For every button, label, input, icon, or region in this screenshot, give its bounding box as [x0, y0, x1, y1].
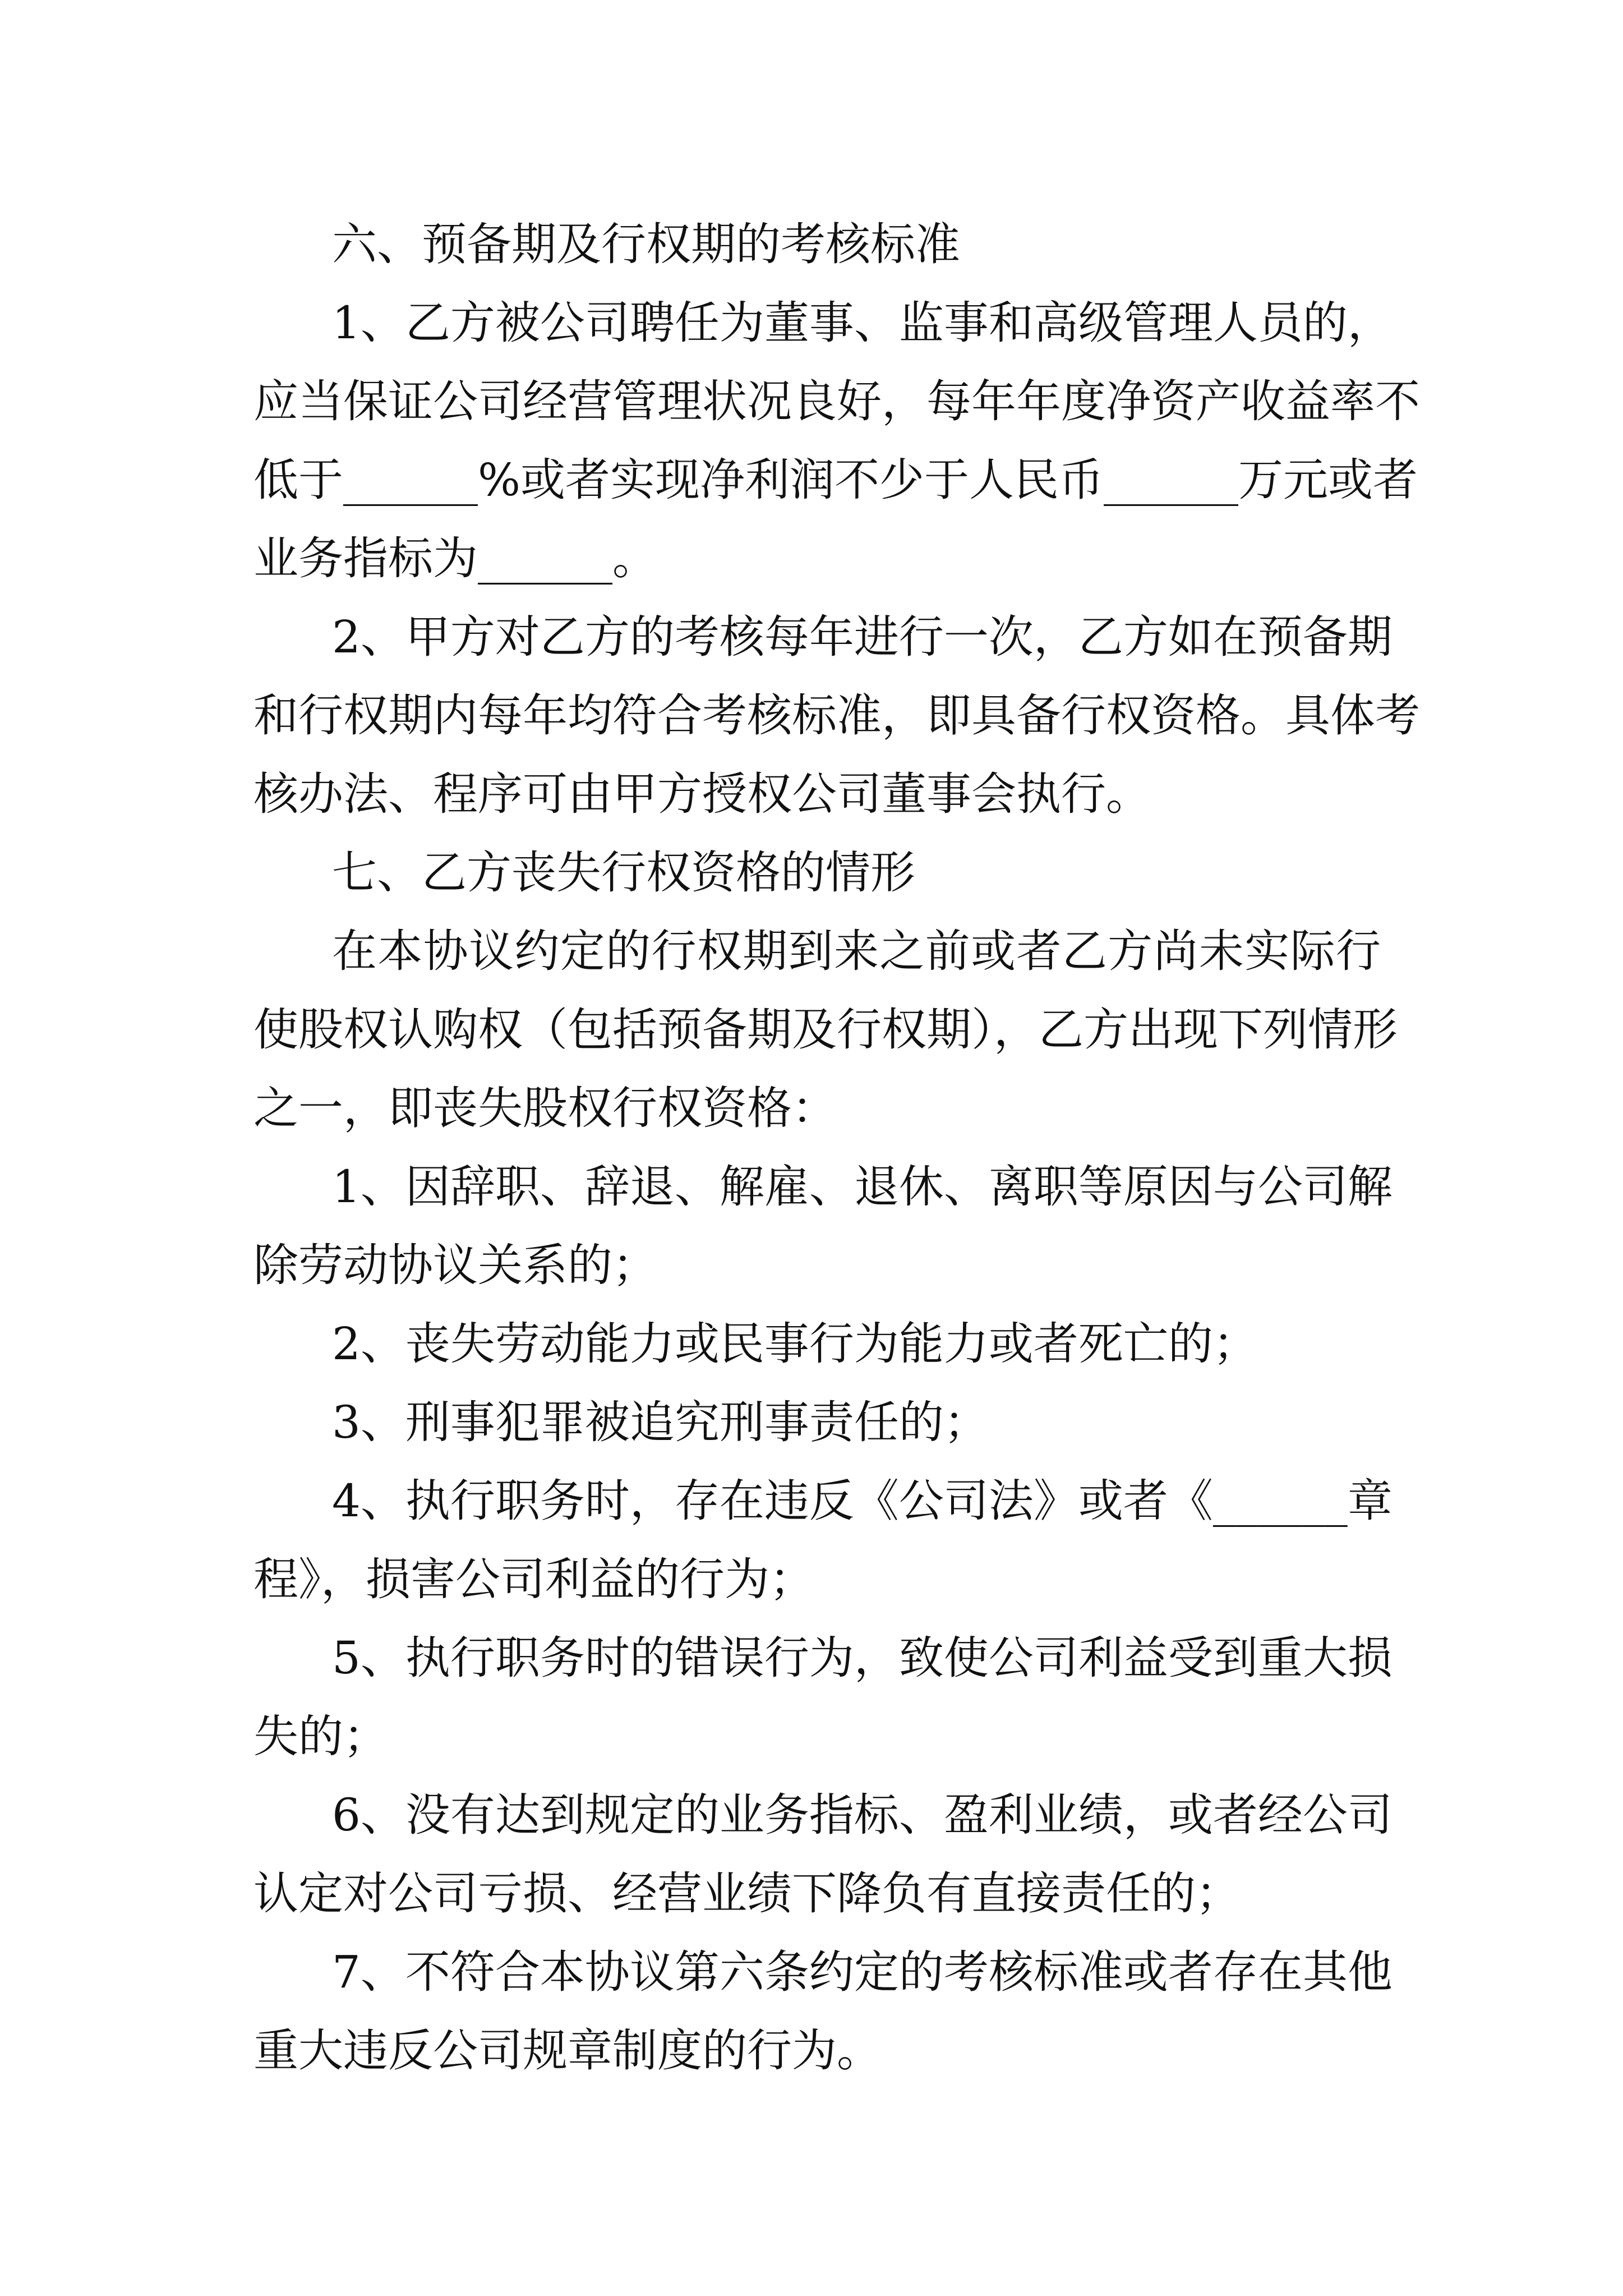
paragraph-line: 2、甲方对乙方的考核每年进行一次，乙方如在预备期 [332, 611, 1393, 663]
list-item-line: 5、执行职务时的错误行为，致使公司利益受到重大损 [332, 1632, 1393, 1684]
document-body [253, 205, 1420, 2090]
list-item-line: 2、丧失劳动能力或民事行为能力或者死亡的； [332, 1318, 1258, 1370]
paragraph-line: 低于______%或者实现净利润不少于人民币______万元或者 [253, 454, 1418, 506]
paragraph-line: 业务指标为______。 [253, 532, 657, 585]
section-heading-seven: 七、乙方丧失行权资格的情形 [332, 846, 915, 899]
paragraph-line: 在本协议约定的行权期到来之前或者乙方尚未实际行 [332, 925, 1381, 977]
paragraph-line: 之一，即丧失股权行权资格： [253, 1082, 837, 1134]
paragraph-line: 和行权期内每年均符合考核标准，即具备行权资格。具体考 [253, 689, 1420, 742]
paragraph-line: 应当保证公司经营管理状况良好，每年年度净资产收益率不 [253, 375, 1420, 427]
list-item-line: 除劳动协议关系的； [253, 1239, 657, 1291]
list-item-line: 3、刑事犯罪被追究刑事责任的； [332, 1396, 989, 1448]
section-heading-six: 六、预备期及行权期的考核标准 [332, 218, 960, 270]
paragraph-line: 使股权认购权（包括预备期及行权期），乙方出现下列情形 [253, 1004, 1398, 1056]
paragraph-line: 1、乙方被公司聘任为董事、监事和高级管理人员的， [332, 297, 1393, 349]
list-item-line: 1、因辞职、辞退、解雇、退休、离职等原因与公司解 [332, 1161, 1393, 1213]
paragraph-line: 核办法、程序可由甲方授权公司董事会执行。 [253, 768, 1151, 820]
list-item-line: 程》，损害公司利益的行为； [253, 1553, 814, 1605]
list-item-line: 4、执行职务时，存在违反《公司法》或者《______章 [332, 1475, 1393, 1527]
list-item-line: 7、不符合本协议第六条约定的考核标准或者存在其他 [332, 1946, 1393, 1998]
list-item-line: 失的； [253, 1710, 388, 1763]
list-item-line: 6、没有达到规定的业务指标、盈利业绩，或者经公司 [332, 1789, 1393, 1841]
list-item-line: 认定对公司亏损、经营业绩下降负有直接责任的； [253, 1867, 1241, 1920]
list-item-line: 重大违反公司规章制度的行为。 [253, 2024, 882, 2077]
